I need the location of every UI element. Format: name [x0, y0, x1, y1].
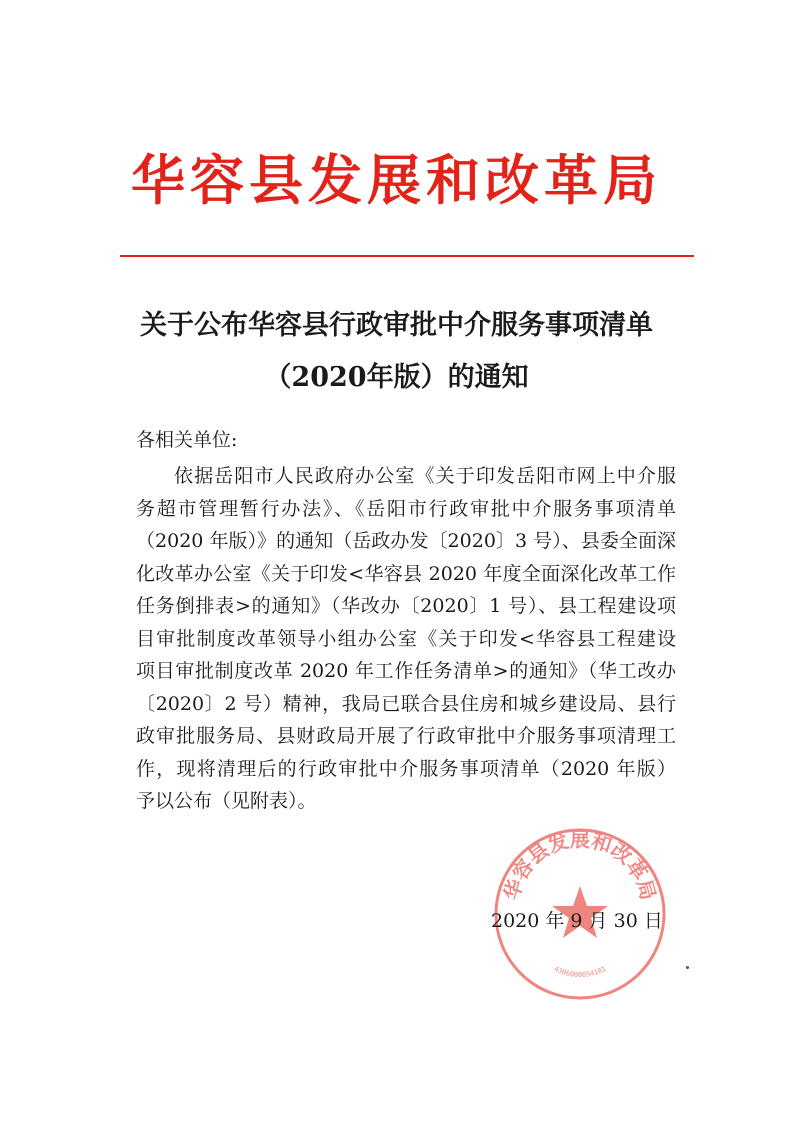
- header-red-rule: [120, 255, 694, 257]
- body-line: 政审批服务局、县财政局开展了行政审批中介服务事项清理工: [136, 725, 676, 747]
- body-line: 务超市管理暂行办法》、《岳阳市行政审批中介服务事项清单: [136, 497, 676, 520]
- body-line: （2020 年版）》的通知（岳政办发〔2020〕3 号）、县委全面深: [136, 530, 676, 552]
- document-title: [0, 300, 793, 404]
- title-line-1: 关于公布华容县行政审批中介服务事项清单: [140, 310, 653, 341]
- organization-header: 华容县发展和改革局: [131, 148, 662, 212]
- body-line: 目审批制度改革领导小组办公室《关于印发<华容县工程建设: [136, 627, 676, 650]
- seal-code: 4306000054101: [552, 964, 608, 979]
- body-line: 项目审批制度改革 2020 年工作任务清单>的通知》（华工改办: [136, 660, 676, 682]
- body-line: 予以公布（见附表）。: [136, 790, 317, 812]
- body-line: 依据岳阳市人民政府办公室《关于印发岳阳市网上中介服: [174, 465, 676, 487]
- scan-speck: [686, 966, 689, 969]
- body-line: 〔2020〕2 号）精神，我局已联合县住房和城乡建设局、县行: [136, 692, 676, 715]
- seal-text: 华容县发展和改革局: [499, 827, 661, 903]
- salutation: 各相关单位:: [136, 429, 238, 451]
- body-line: 任务倒排表>的通知》（华改办〔2020〕1 号）、县工程建设项: [136, 595, 676, 617]
- issue-date: 2020 年 9 月 30 日: [491, 910, 663, 932]
- title-line-2: （2020年版）的通知: [264, 362, 529, 393]
- body-paragraph: [136, 460, 676, 818]
- body-line: 作，现将清理后的行政审批中介服务事项清单（2020 年版）: [136, 757, 676, 780]
- body-line: 化改革办公室《关于印发<华容县 2020 年度全面深化改革工作: [136, 562, 676, 585]
- svg-text:4306000054101: [553, 965, 608, 979]
